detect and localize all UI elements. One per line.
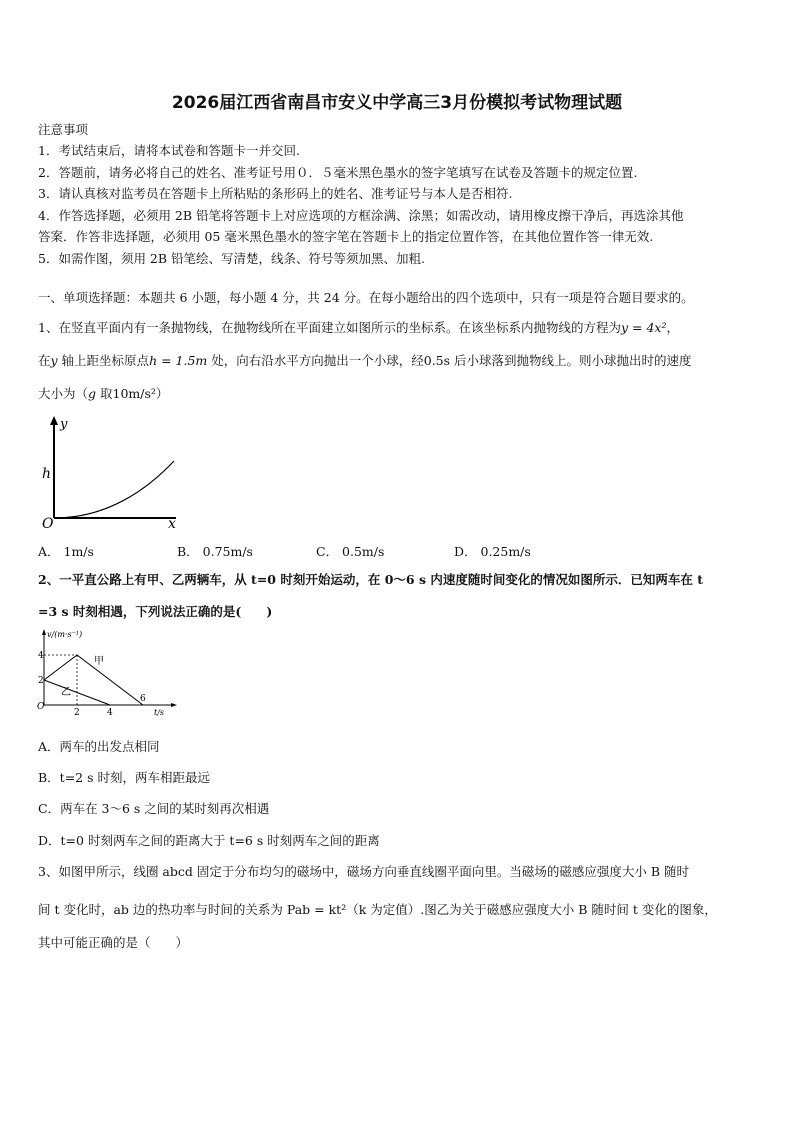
- notice-item: 1．考试结束后，请将本试卷和答题卡一并交回.: [38, 143, 300, 158]
- q1-line3: [38, 386, 168, 402]
- q1-option-c: C． 0.5m/s: [316, 544, 385, 559]
- q1-text: ，: [666, 320, 679, 335]
- notice-item: 4．作答选择题，必须用 2B 铅笔将答题卡上对应选项的方框涂满、涂黑；如需改动，请用橡皮擦干净后，再选涂其他: [38, 208, 684, 223]
- q1-var: g: [88, 386, 97, 401]
- tick-label: 4: [107, 708, 113, 718]
- v-arrow-icon: [42, 629, 46, 635]
- x-label: x: [168, 516, 176, 532]
- q2-option-b: B．t=2 s 时刻，两车相距最远: [38, 770, 210, 785]
- notice-item: 2．答题前，请务必将自己的姓名、准考证号用０．５毫米黑色墨水的签字笔填写在试卷及答题卡的规定位置.: [38, 165, 638, 180]
- section-heading: 一、单项选择题：本题共 6 小题，每小题 4 分，共 24 分。在每小题给出的四个选项中，只有一项是符合题目要求的。: [38, 290, 694, 305]
- origin-label: O: [37, 702, 45, 712]
- tick-label: 2: [38, 676, 44, 686]
- t-arrow-icon: [171, 703, 177, 707]
- t-axis-label: t/s: [154, 708, 165, 717]
- notice-item: 5．如需作图，须用 2B 铅笔绘、写清楚，线条、符号等须加黑、加粗.: [38, 251, 426, 266]
- q1-text: 后小球落到抛物线上。则小球抛出时的速度: [450, 353, 692, 368]
- tick-label: 4: [38, 651, 44, 661]
- q1-line2: [38, 353, 692, 369]
- q1-text: 取10m/s²）: [96, 386, 169, 401]
- v-axis-label: v/(m·s⁻¹): [47, 630, 83, 639]
- notice-item: 3．请认真核对监考员在答题卡上所粘贴的条形码上的姓名、准考证号与本人是否相符.: [38, 186, 513, 201]
- q2-option-d: D．t=0 时刻两车之间的距离大于 t=6 s 时刻两车之间的距离: [38, 833, 380, 848]
- q2-line2: =3 s 时刻相遇，下列说法正确的是( ): [38, 604, 273, 619]
- h-label: h: [42, 466, 52, 482]
- q1-option-b: B． 0.75m/s: [177, 544, 253, 559]
- q1-option-d: D． 0.25m/s: [454, 544, 531, 559]
- tick-label: 6: [140, 694, 146, 704]
- q1-var: h = 1.5m: [149, 353, 208, 368]
- q1-line1: [38, 320, 679, 336]
- q1-parabola-graph: [36, 414, 186, 532]
- q1-var: y: [50, 353, 58, 368]
- parabola-curve: [54, 461, 174, 518]
- q1-text: 在: [38, 353, 51, 368]
- notice-item: 答案．作答非选择题，必须用 05 毫米黑色墨水的签字笔在答题卡上的指定位置作答，在其他位置作答一律无效.: [38, 229, 654, 244]
- page-title: 2026届江西省南昌市安义中学高三3月份模拟考试物理试题: [171, 93, 623, 113]
- q3-line2: 间 t 变化时，ab 边的热功率与时间的关系为 Pab = kt²（k 为定值）.图乙为关于磁感应强度大小 B 随时间 t 变化的图象，: [38, 902, 717, 917]
- origin-label: O: [42, 516, 54, 532]
- series-jia-label: 甲: [94, 656, 104, 667]
- q1-text: 轴上距坐标原点: [57, 353, 150, 368]
- q1-text: 处，向右沿水平方向抛出一个小球，经: [207, 353, 424, 368]
- y-label: y: [60, 417, 68, 432]
- series-yi-label: 乙: [61, 687, 71, 698]
- q1-text: 1、在竖直平面内有一条抛物线，在抛物线所在平面建立如图所示的坐标系。在该坐标系内抛物线的方程为: [38, 320, 621, 335]
- y-arrow-icon: [50, 416, 58, 425]
- q3-line1: 3、如图甲所示，线圈 abcd 固定于分布均匀的磁场中，磁场方向垂直线圈平面向里。当磁场的磁感应强度大小 B 随时: [38, 864, 689, 879]
- q2-option-a: A．两车的出发点相同: [38, 739, 160, 754]
- q1-var: 0.5s: [423, 353, 451, 368]
- notice-heading: 注意事项: [38, 122, 89, 137]
- q1-text: 大小为（: [38, 386, 89, 401]
- q1-option-a: A． 1m/s: [38, 544, 94, 559]
- q3-line3: 其中可能正确的是（ ）: [38, 935, 189, 950]
- tick-label: 2: [74, 708, 80, 718]
- q1-equation: y = 4x²: [620, 320, 667, 335]
- q2-velocity-graph: [34, 626, 184, 718]
- q2-option-c: C．两车在 3～6 s 之间的某时刻再次相遇: [38, 801, 270, 816]
- q2-line1: 2、一平直公路上有甲、乙两辆车，从 t=0 时刻开始运动，在 0～6 s 内速度随时间变化的情况如图所示．已知两车在 t: [38, 572, 703, 587]
